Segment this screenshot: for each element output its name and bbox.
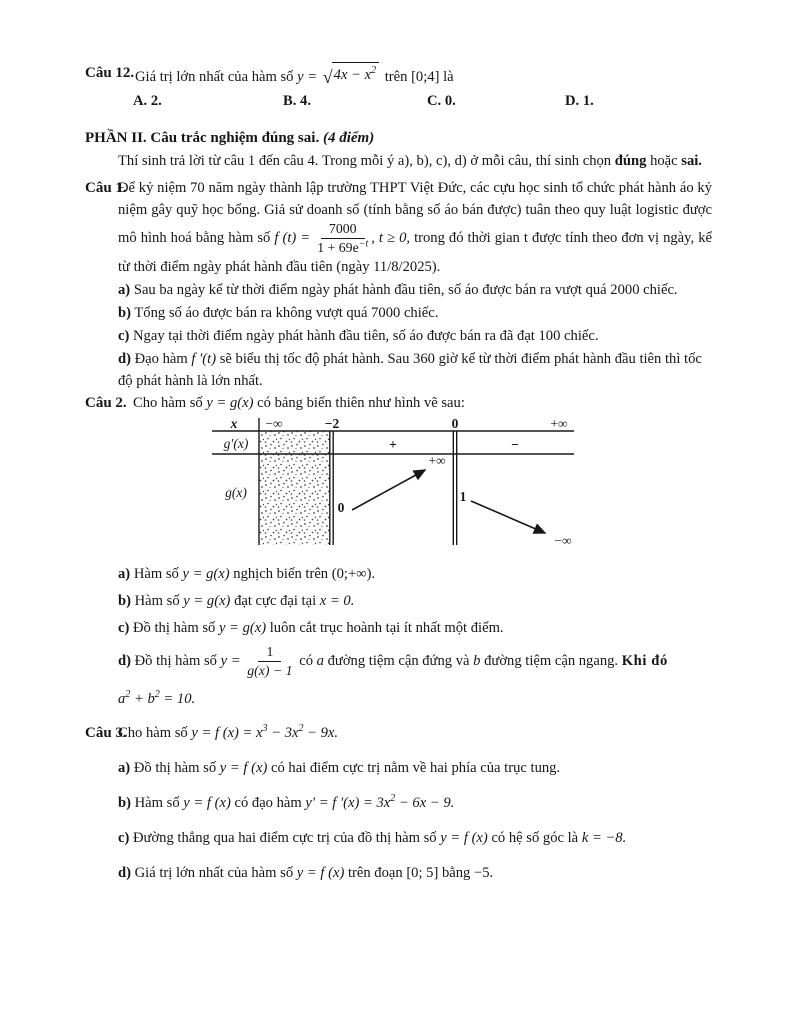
item-tag: a) [118,282,131,298]
option-a [133,90,162,112]
q1-item-c [118,325,712,347]
instruction-text-2: hoặc [646,153,682,169]
item-text: Đồ thị hàm số [134,652,217,669]
q1-stem-text-1: Để kỷ niệm 70 năm ngày thành lập trường THPT Việt Đức, các cựu học sinh tổ chức phát hành áo kỷ niệm gây quỹ học bổng. Giả sử doanh số (tính bằng số áo bán được) tuân theo quy luật logistic được mô hình hoá bằng hàm số [118,180,712,246]
item-text: Giá trị lớn nhất của hàm số [134,865,294,881]
q1-item-b [118,302,712,324]
item-text: trên đoạn [0; 5] bằng −5. [347,865,494,881]
item-text: đường tiệm cận ngang. [484,652,619,669]
option-b [283,90,311,112]
item-math: f ′(t) [191,351,217,367]
part2-header [85,127,712,149]
item-math [118,691,195,707]
item-math: y = f (x) [183,795,231,811]
item-text: có hai điểm cực trị nằm về hai phía của trục tung. [270,760,561,776]
item-tag: c) [118,620,130,636]
q1-item-a [118,279,712,301]
bbt-x-label: x [230,417,238,431]
math-base: − 6x − 9. [395,795,455,811]
item-math: x = 0. [319,593,355,609]
option-d-letter: D. [565,93,580,109]
item-text: Ngay tại thời điểm ngày phát hành đầu tiên, số áo được bán ra đã đạt 100 chiếc. [133,328,599,344]
item-text: Hàm số [134,795,180,811]
q2-stem-pre: Cho hàm số [133,395,203,411]
item-text: Đồ thị hàm số [133,760,217,776]
instruction-text-1: Thí sinh trả lời từ câu 1 đến câu 4. Trong mỗi ý a), b), c), d) ở mỗi câu, thí sinh chọn [118,153,615,169]
item-text: có [299,652,313,669]
q1-stem-text-2: trong đó thời gian t được tính theo đơn vị ngày, kể từ thời điểm ngày phát hành đầu tiên (ngày 11/8/2025). [118,229,712,275]
q2-item-c [118,617,712,639]
math-base: y = f (x) = x [191,725,263,741]
question-1-stem [118,177,712,278]
emphasis-khi-do: Khi đó [621,652,668,669]
bbt-sign-minus: − [511,437,519,452]
item-text: nghịch biến trên (0;+∞). [233,566,376,582]
denominator-base: 1 + 69e [317,240,359,255]
item-math: y = f (x) [440,830,488,846]
fraction-denominator [317,239,368,256]
question-12 [85,62,712,88]
undefined-region-hatch [259,431,330,545]
item-text: Tổng số áo được bán ra không vượt quá 7000 chiếc. [134,305,439,321]
item-text: Đường thẳng qua hai điểm cực trị của đồ thị hàm số [133,830,437,846]
item-tag: c) [118,830,130,846]
decrease-arrow [471,501,545,533]
item-tag: d) [118,865,131,881]
question-3-body [85,722,712,884]
q3-item-a [118,757,712,779]
math-base: − 3x [267,725,299,741]
bbt-x-zero: 0 [451,417,459,431]
variable-b: b [473,652,481,669]
item-text: đạt cực đại tại [234,593,317,609]
q2-item-a [118,563,712,585]
math-base: a [118,691,126,707]
q1-formula-condition: , t ≥ 0, [371,229,411,246]
option-a-letter: A. [133,93,148,109]
item-tag: b) [118,305,131,321]
increase-arrow [352,470,425,510]
item-tag: a) [118,566,131,582]
option-d [565,90,594,112]
question-1-body [85,177,712,392]
variation-table [212,417,578,553]
math-base: y′ = f ′(x) = 3x [305,795,391,811]
question-1 [85,177,712,392]
bbt-x-neg-inf: −∞ [265,417,283,431]
item-text: sẽ biểu thị tốc độ phát hành. Sau 360 giờ kể từ thời điểm phát hành đầu tiên thì tốc độ phát hành là lớn nhất. [118,351,702,389]
q3-stem-math [191,725,338,741]
option-c-value: 0. [444,93,456,109]
q2-item-b [118,590,712,612]
item-math: y = g(x) [183,593,231,609]
item-math: y = g(x) [218,620,267,636]
q3-item-d [118,862,712,884]
math-base: − 9x. [303,725,339,741]
q2-item-d-line2 [118,688,712,710]
denominator-exponent: −t [358,238,369,250]
instruction-bold-dung: đúng [614,153,647,169]
radicand-base: 4x − x [333,67,372,83]
reciprocal-fraction [247,644,292,679]
q12-text-before: Giá trị lớn nhất của hàm số [135,69,294,85]
math-exp: 3 [262,723,268,735]
monotonicity-arrows [352,470,545,533]
option-b-value: 4. [300,93,311,109]
q12-text-after: trên [0;4] là [384,69,454,85]
question-12-text [85,62,712,88]
q3-stem-pre: Cho hàm số [118,725,188,741]
q2-stem-post: có bảng biến thiên như hình vẽ sau: [257,395,465,411]
item-text: đường tiệm cận đứng và [327,652,470,669]
q1-formula-lhs: f (t) = [274,229,311,246]
bbt-gprime-label: g′(x) [223,436,249,451]
item-tag: a) [118,760,131,776]
math-base: + b [130,691,155,707]
question-2-items [85,563,712,710]
fraction-numerator: 7000 [321,221,365,239]
item-text: có đạo hàm [234,795,302,811]
math-base: = 10. [159,691,196,707]
question-1-label: Câu 1. [85,180,127,196]
item-text: luôn cắt trục hoành tại ít nhất một điểm. [269,620,504,636]
item-math [305,795,454,811]
answer-options [85,90,712,112]
q1-item-d [118,348,712,392]
item-math: y = [220,652,241,669]
question-2 [85,392,712,710]
option-c-letter: C. [427,93,442,109]
q3-item-b [118,792,712,814]
radicand [332,62,379,86]
part2-title: PHẦN II. Câu trắc nghiệm đúng sai. [85,130,320,146]
option-b-letter: B. [283,93,297,109]
bbt-g-limit-plus-inf: +∞ [428,453,446,468]
radicand-exponent: 2 [371,65,377,77]
question-3 [85,722,712,884]
item-math: y = g(x) [182,566,230,582]
q2-item-d [118,644,712,679]
item-text: có hệ số góc là [491,830,579,846]
item-tag: d) [118,652,131,669]
bbt-g-value-1: 1 [459,489,467,504]
variable-a: a [316,652,324,669]
math-exp: 2 [125,689,131,701]
option-a-value: 2. [150,93,162,109]
bbt-g-label: g(x) [225,485,247,500]
item-math: k = −8. [581,830,627,846]
item-math: y = f (x) [296,865,345,881]
q3-item-c [118,827,712,849]
part2-instruction [85,150,712,172]
sqrt-expression [323,62,379,86]
bbt-x-minus2: −2 [324,417,340,431]
fraction-numerator: 1 [258,644,281,662]
instruction-bold-sai: sai. [681,153,702,169]
item-text: Sau ba ngày kể từ thời điểm ngày phát hành đầu tiên, số áo được bán ra vượt quá 2000 chiếc. [133,282,678,298]
bbt-g-limit-minus-inf: −∞ [554,533,572,548]
question-3-label: Câu 3. [85,725,127,741]
item-text: Hàm số [134,593,180,609]
item-tag: c) [118,328,130,344]
math-exp: 2 [298,723,304,735]
math-exp: 2 [390,793,396,805]
q2-stem-math: y = g(x) [206,395,254,411]
question-2-label: Câu 2. [85,395,127,411]
item-tag: d) [118,351,131,367]
option-c [427,90,456,112]
item-tag: b) [118,795,131,811]
option-d-value: 1. [582,93,594,109]
bbt-sign-plus: + [389,437,397,452]
fraction-denominator: g(x) − 1 [247,663,293,678]
math-exp: 2 [154,689,160,701]
item-text: Đạo hàm [134,351,188,367]
part2-points: (4 điểm) [322,130,375,146]
item-text: Đồ thị hàm số [133,620,216,636]
item-text: Hàm số [133,566,179,582]
bbt-x-pos-inf: +∞ [550,417,568,431]
q12-math-lhs: y = [297,69,318,85]
variation-table-container [212,417,712,553]
question-2-stem [85,392,712,414]
question-12-label: Câu 12. [85,65,135,81]
logistic-fraction [317,221,368,256]
question-3-stem [118,722,712,744]
item-tag: b) [118,593,131,609]
bbt-g-value-0: 0 [337,500,345,515]
radical-sign: √ [322,67,333,87]
item-math: y = f (x) [219,760,268,776]
